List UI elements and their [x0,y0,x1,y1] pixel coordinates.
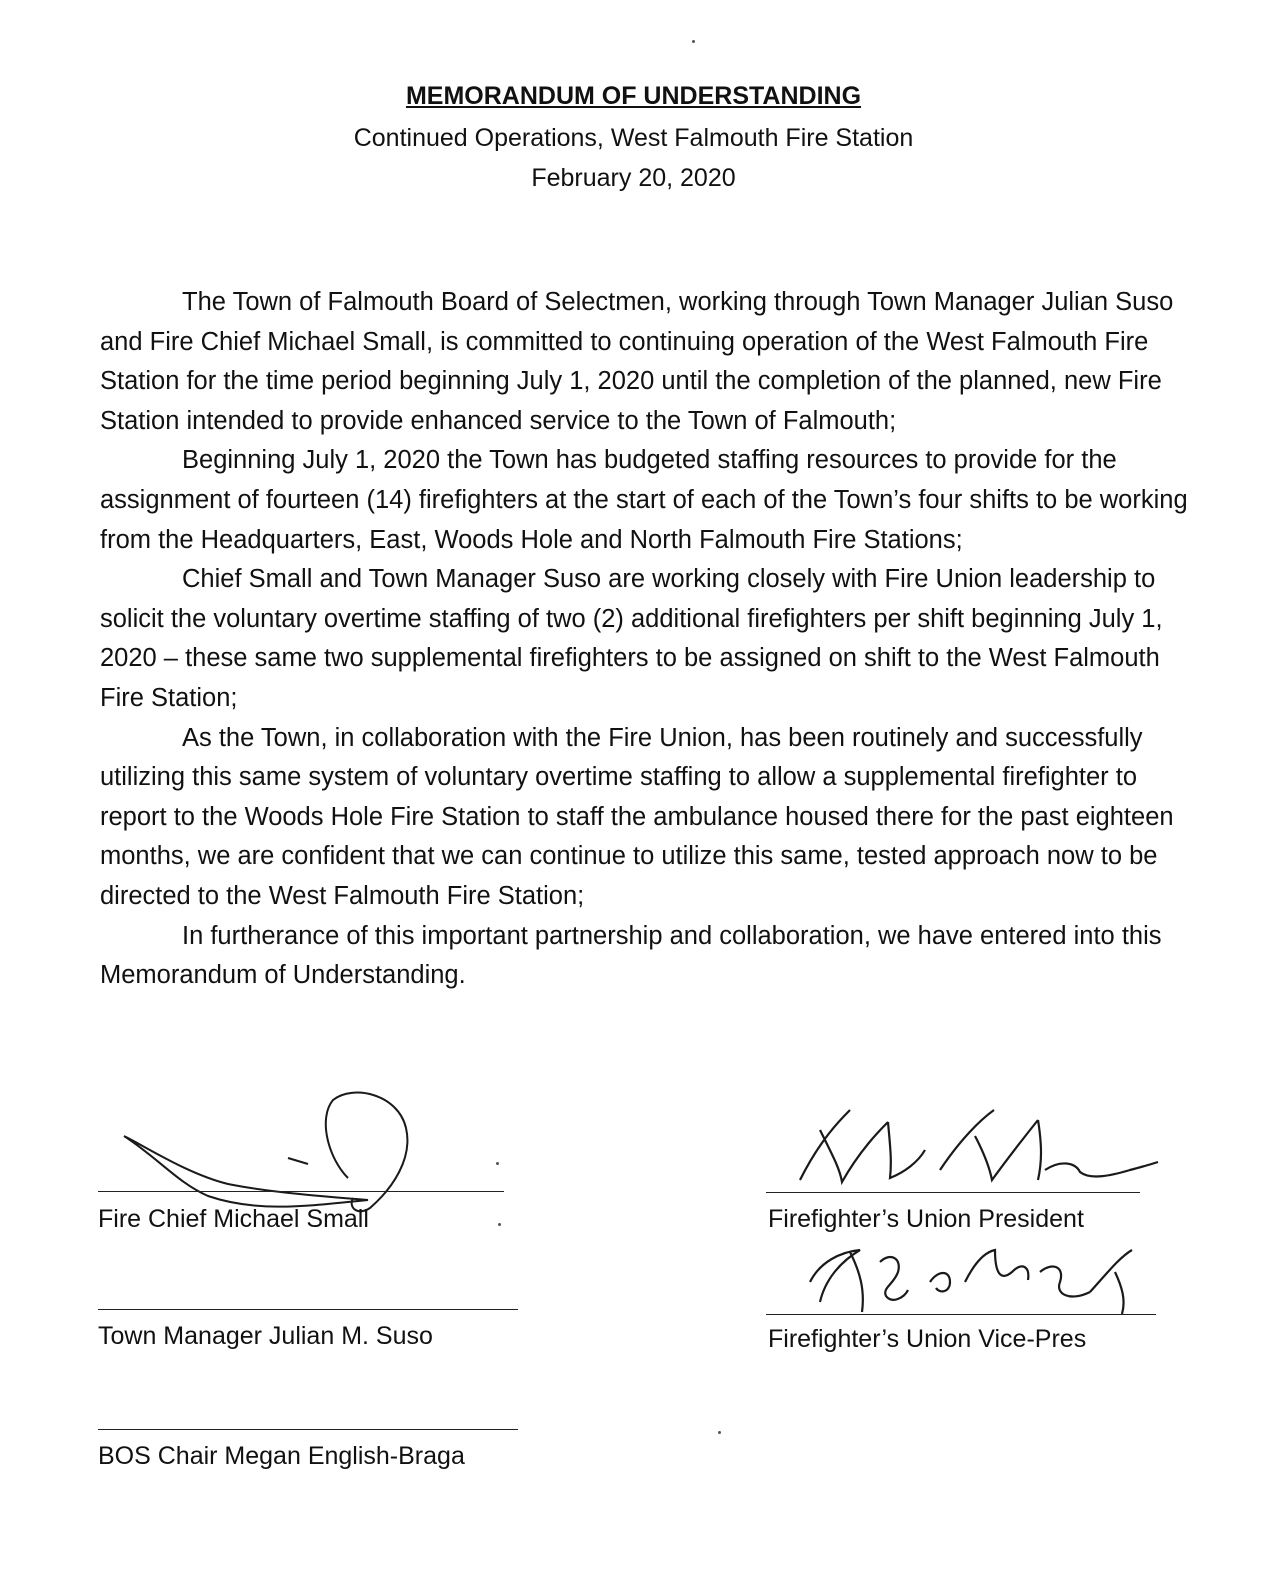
paragraph-5: In furtherance of this important partnership and collaboration, we have entered into this Memorandum of Understanding. [100,921,1162,990]
memo-subtitle: Continued Operations, West Falmouth Fire Station [353,124,914,152]
bos-chair-signature-line [98,1429,518,1430]
bos-chair-label: BOS Chair Megan English-Braga [98,1442,465,1470]
memo-body [100,283,1190,996]
town-manager-label: Town Manager Julian M. Suso [98,1322,433,1350]
fire-chief-signature-line [98,1191,504,1192]
fire-chief-signature-icon [118,1088,428,1218]
paragraph-4: As the Town, in collaboration with the Fire Union, has been routinely and successfully utilizing this same system of voluntary overtime staffing to allow a supplemental firefighter to report to the Woods Hole Fire Station to staff the ambulance housed there for the past eighteen months, we are confident that we can continue to utilize this same, tested approach now to be directed to the West Falmouth Fire Station; [100,723,1174,910]
memo-title: MEMORANDUM OF UNDERSTANDING [405,82,862,110]
scan-speck [498,1223,501,1226]
union-president-label: Firefighter’s Union President [768,1205,1084,1233]
union-president-signature-icon [780,1100,1160,1200]
union-vice-president-signature-line [766,1314,1156,1315]
union-vice-president-label: Firefighter’s Union Vice-Pres [768,1325,1087,1353]
town-manager-signature-line [98,1309,518,1310]
union-president-signature-line [766,1192,1140,1193]
memo-date: February 20, 2020 [531,164,736,192]
union-vice-president-signature-icon [790,1232,1150,1322]
scan-speck [718,1431,721,1434]
fire-chief-label: Fire Chief Michael Small [98,1205,369,1233]
paragraph-3: Chief Small and Town Manager Suso are working closely with Fire Union leadership to solicit the voluntary overtime staffing of two (2) additional firefighters per shift beginning July 1, 2020 – these same two supplemental firefighters to be assigned on shift to the West Falmouth Fire Station; [100,565,1163,712]
scan-speck [496,1162,499,1165]
scan-speck [692,40,695,43]
paragraph-2: Beginning July 1, 2020 the Town has budgeted staffing resources to provide for the assignment of fourteen (14) firefighters at the start of each of the Town’s four shifts to be working from the Headquarters, East, Woods Hole and North Falmouth Fire Stations; [100,446,1188,554]
paragraph-1: The Town of Falmouth Board of Selectmen, working through Town Manager Julian Suso and Fire Chief Michael Small, is committed to continuing operation of the West Falmouth Fire Station for the time period beginning July 1, 2020 until the completion of the planned, new Fire Station intended to provide enhanced service to the Town of Falmouth; [100,288,1174,435]
